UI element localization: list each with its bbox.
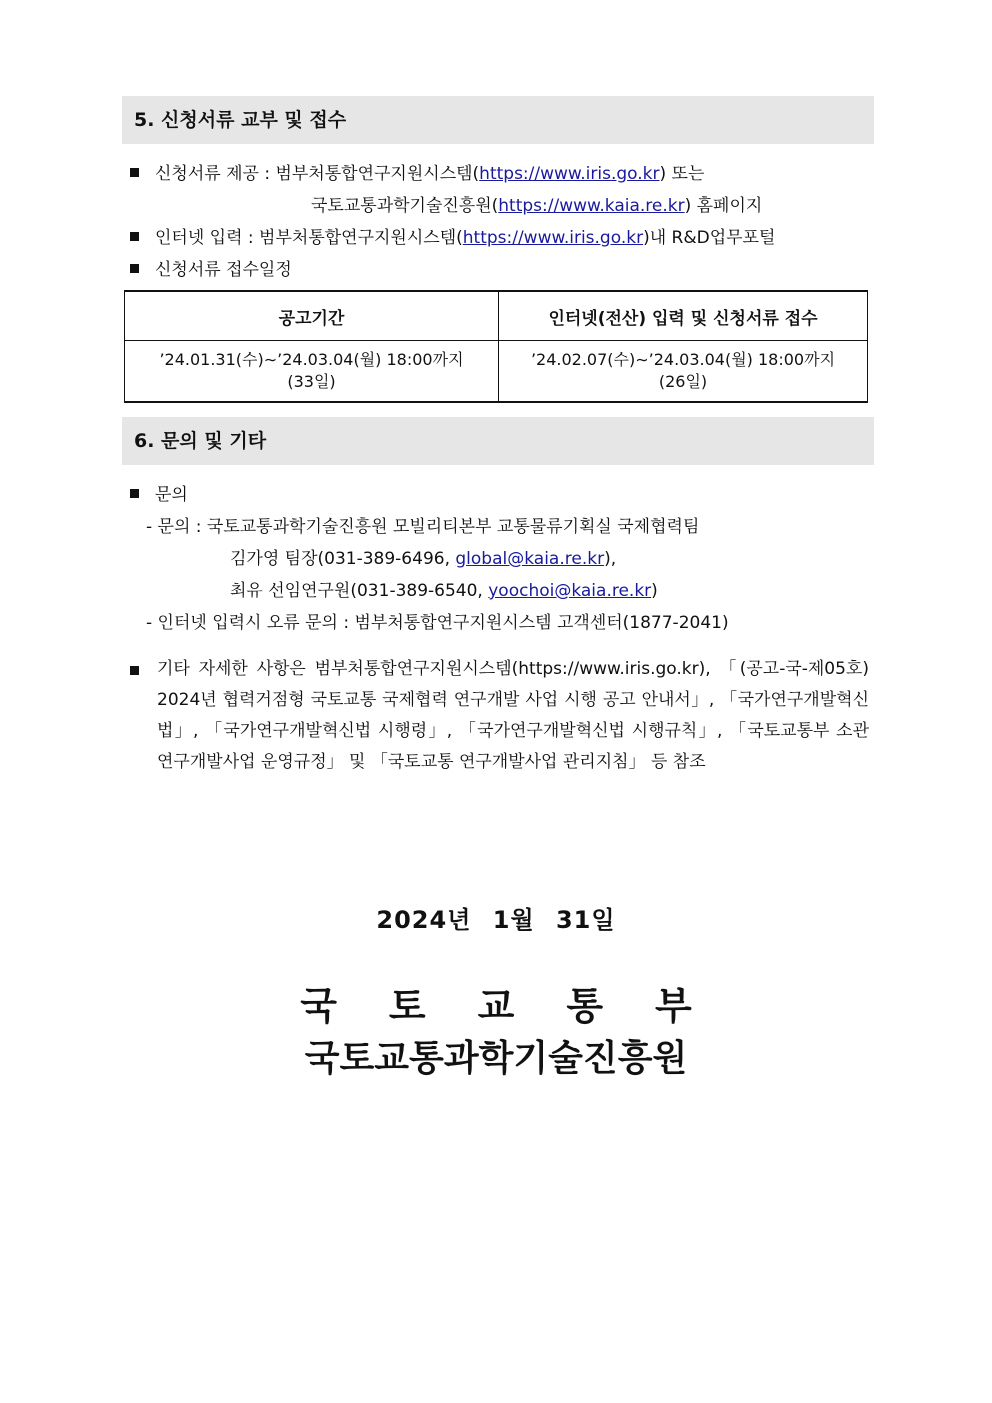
bullet-icon [130, 489, 139, 498]
section-5-title: 5. 신청서류 교부 및 접수 [122, 96, 874, 144]
cell-announcement-period [125, 341, 499, 403]
cell-line: (26일) [658, 372, 708, 391]
schedule-table [124, 290, 868, 403]
provide-line-2 [311, 193, 762, 219]
ministry-name: 국토교통부 [300, 984, 744, 1028]
schedule-line [130, 257, 292, 283]
provide-after-2: ) 홈페이지 [684, 196, 763, 216]
iris-link-2[interactable]: https://www.iris.go.kr [462, 228, 644, 248]
contact-line-1: - 문의 : 국토교통과학기술진흥원 모빌리티본부 교통물류기획실 국제협력팀 [146, 517, 700, 537]
header-announcement-period: 공고기간 [125, 291, 499, 341]
section-6-title: 6. 문의 및 기타 [122, 417, 874, 465]
contact-line3-pre: 최유 선임연구원(031-389-6540, [230, 581, 489, 601]
bullet-icon [130, 666, 139, 675]
email-link-1[interactable]: global@kaia.re.kr [455, 549, 605, 569]
table-row [125, 341, 868, 403]
etc-paragraph: 기타 자세한 사항은 범부처통합연구지원시스템(https://www.iris.go.kr), 「(공고-국-제05호) 2024년 협력거점형 국토교통 국제협력 연구개발 사업 시행 공고 안내서」, 「국가연구개발혁신법」, 「국가연구개발혁신법 시행령」, 「국가연구개발혁신법 시행규칙」, 「국토교통부 소관 연구개발사업 운영규정」 및 「국토교통 연구개발사업 관리지침」 등 참조 [157, 659, 869, 772]
bullet-icon [130, 168, 139, 177]
schedule-label: 신청서류 접수일정 [155, 260, 292, 280]
contact-line2-post: ), [604, 549, 617, 569]
agency-name: 국토교통과학기술진흥원 [304, 1038, 688, 1079]
contact-line-2 [230, 546, 616, 572]
header-submission: 인터넷(전산) 입력 및 신청서류 접수 [499, 291, 868, 341]
kaia-link[interactable]: https://www.kaia.re.kr [498, 196, 685, 216]
internet-after: )내 R&D업무포털 [643, 228, 776, 248]
inquiry-line [130, 482, 188, 508]
issue-date: 2024년 1월 31일 [376, 906, 616, 934]
contact-line2-pre: 김가영 팀장(031-389-6496, [230, 549, 456, 569]
email-link-2[interactable]: yoochoi@kaia.re.kr [488, 581, 652, 601]
bullet-icon [130, 232, 139, 241]
cell-submission-period [499, 341, 868, 403]
inquiry-label: 문의 [155, 485, 188, 505]
cell-line: ’24.02.07(수)∼’24.03.04(월) 18:00까지 [530, 350, 836, 369]
contact-line-3 [230, 578, 658, 604]
error-inquiry-line: - 인터넷 입력시 오류 문의 : 범부처통합연구지원시스템 고객센터(1877-2041) [146, 613, 729, 633]
bullet-icon [130, 264, 139, 273]
internet-line [130, 225, 775, 251]
provide-line2-pre: 국토교통과학기술진흥원( [311, 196, 499, 216]
provide-line-1 [130, 161, 704, 187]
internet-label: 인터넷 입력 : 범부처통합연구지원시스템( [155, 228, 463, 248]
contact-line3-post: ) [651, 581, 658, 601]
iris-link[interactable]: https://www.iris.go.kr [479, 164, 660, 184]
provide-after-1: ) 또는 [659, 164, 705, 184]
table-header-row [125, 291, 868, 341]
cell-line: ’24.01.31(수)∼’24.03.04(월) 18:00까지 [159, 350, 464, 369]
cell-line: (33일) [287, 372, 336, 391]
provide-label: 신청서류 제공 : 범부처통합연구지원시스템( [155, 164, 480, 184]
